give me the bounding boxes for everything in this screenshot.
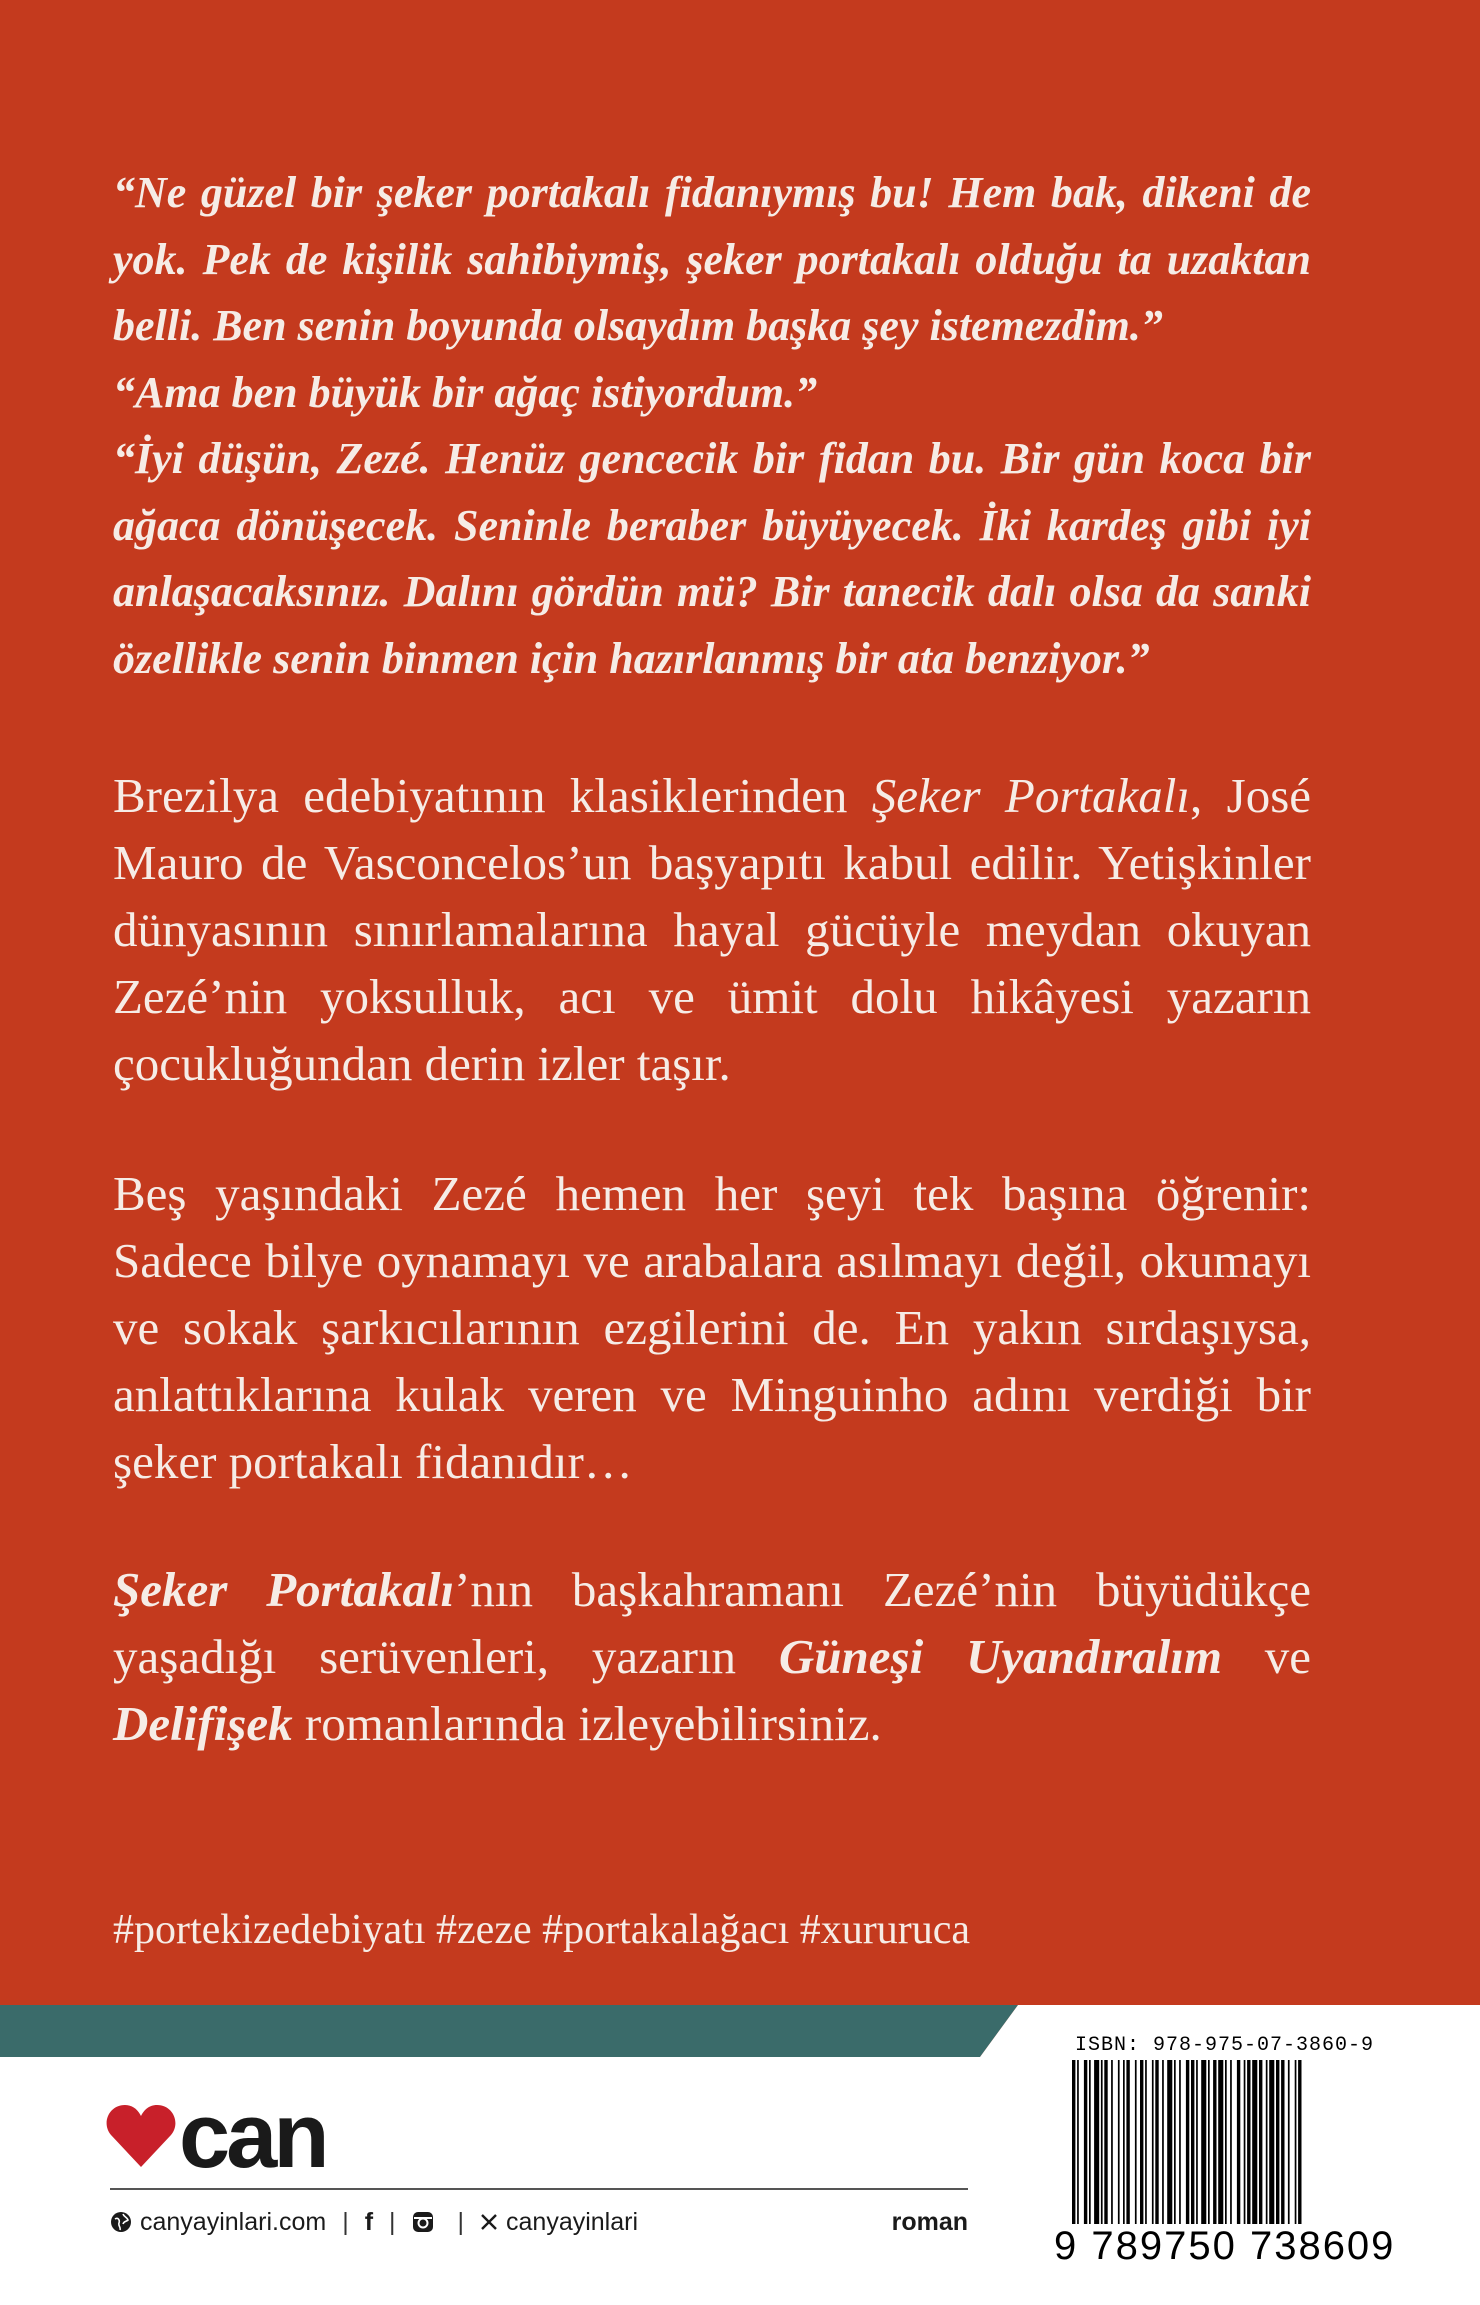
text-run: romanlarında izleyebilirsiniz.	[292, 1696, 882, 1751]
text-run: ve	[1221, 1629, 1312, 1684]
x-handle[interactable]: canyayinlari	[506, 2207, 639, 2236]
quote-line: “İyi düşün, Zezé. Henüz gencecik bir fidan bu. Bir gün koca bir ağaca dönüşecek. Seninle beraber büyüyecek. İki kardeş gibi iyi anlaşacaksınız. Dalını gördün mü? Bir tanecik dalı olsa da sanki özellikle senin binmen için hazırlanmış bir ata benziyor.”	[113, 434, 1311, 683]
description-paragraph-2	[113, 1160, 1311, 1495]
book-title: Şeker Portakalı	[871, 768, 1191, 823]
barcode-digits: 9 789750 738609	[1050, 2224, 1399, 2269]
website-link[interactable]: canyayinlari.com	[140, 2207, 327, 2236]
quote-line: “Ne güzel bir şeker portakalı fidanıymış bu! Hem bak, dikeni de yok. Pek de kişilik sahibiymiş, şeker portakalı olduğu ta uzaktan belli. Ben senin boyunda olsaydım başka şey istemezdim.”	[113, 168, 1311, 350]
text-run: Beş yaşındaki Zezé hemen her şeyi tek başına öğrenir: Sadece bilye oynamayı ve arabalara asılmayı değil, okumayı ve sokak şarkıcılarının ezgilerini de. En yakın sırdaşıysa, anlattıklarına kulak veren ve Minguinho adını verdiği bir şeker portakalı fidanıdır…	[113, 1166, 1311, 1489]
hashtags: #portekizedebiyatı #zeze #portakalağacı #xururuca	[113, 1907, 971, 1953]
footer-links	[110, 2204, 968, 2240]
separator: |	[389, 2207, 396, 2236]
heart-icon	[105, 2103, 177, 2169]
book-title: Delifişek	[113, 1696, 293, 1751]
isbn-label: ISBN: 978-975-07-3860-9	[1075, 2034, 1375, 2057]
text-run: Brezilya edebiyatının klasiklerinden	[113, 768, 872, 823]
separator: |	[457, 2207, 465, 2236]
facebook-icon[interactable]: f	[364, 2207, 374, 2236]
separator: |	[342, 2207, 349, 2236]
text-run: , José Mauro de Vasconcelos’un başyapıtı kabul edilir. Yetişkinler dünyasının sınırlamalarına hayal gücüyle meydan okuyan Zezé’nin yoksulluk, acı ve ümit dolu hikâyesi yazarın çocukluğundan derin izler taşır.	[113, 768, 1312, 1091]
description-paragraph-1	[113, 762, 1311, 1097]
quote-line: “Ama ben büyük bir ağaç istiyordum.”	[113, 367, 818, 417]
instagram-icon[interactable]	[412, 2211, 434, 2233]
footer-divider	[110, 2188, 968, 2190]
globe-icon	[110, 2211, 132, 2233]
book-title: Güneşi Uyandıralım	[778, 1629, 1222, 1684]
text-run: ’nın başkahramanı Zezé’nin büyüdükçe yaşadığı serüvenleri, yazarın	[113, 1562, 1311, 1684]
book-title: Şeker Portakalı	[113, 1562, 455, 1617]
description-paragraph-3	[113, 1556, 1311, 1757]
x-icon[interactable]	[480, 2213, 498, 2231]
excerpt-quote	[113, 160, 1311, 692]
logo-text: can	[179, 2085, 326, 2187]
publisher-logo	[105, 2085, 326, 2187]
genre-label: roman	[891, 2207, 968, 2236]
